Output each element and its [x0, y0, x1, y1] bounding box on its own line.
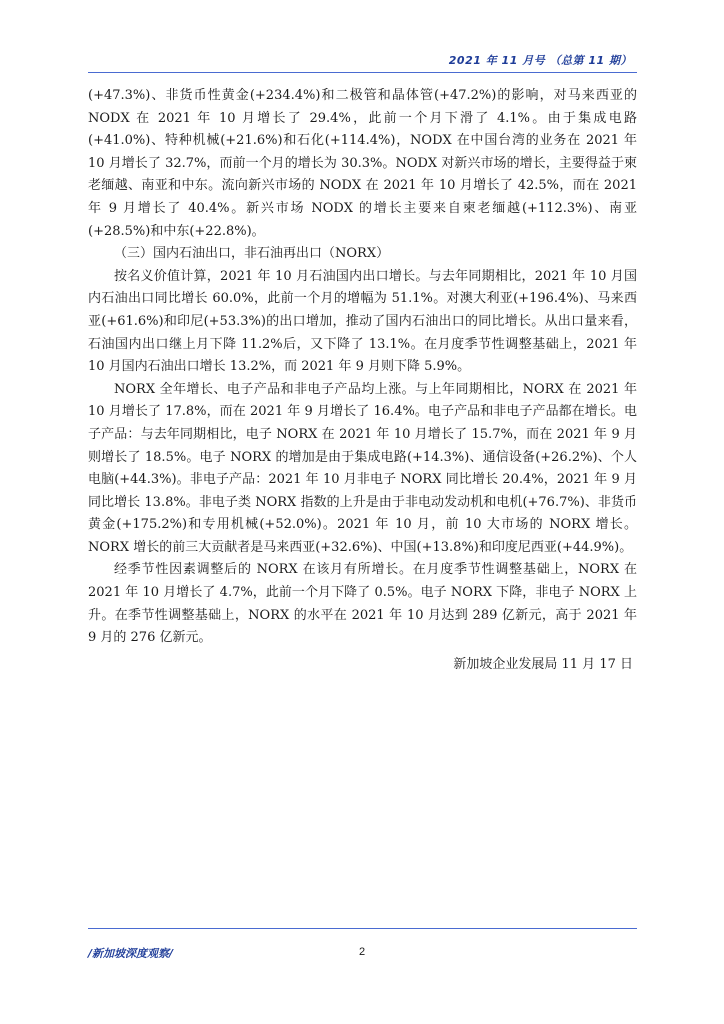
paragraph-oil-exports: 按名义价值计算，2021 年 10 月石油国内出口增长。与去年同期相比，2021 年 10 月国内石油出口同比增长 60.0%，此前一个月的增幅为 51.1%。对澳大利亚(+196.4%)、马来西亚(+61.6%)和印尼(+53.3%)的出口增加，推动了国内石油出口的同比增长。从出口量来看，石油国内出口继上月下降 11.2%后，又下降了 13.1%。在月度季节性调整基础上，2021 年 10 月国内石油出口增长 13.2%，而 2021 年 9 月则下降 5.9%。 — [88, 268, 637, 375]
paragraph-norx-seasonal: 经季节性因素调整后的 NORX 在该月有所增长。在月度季节性调整基础上，NORX 在 2021 年 10 月增长了 4.7%，此前一个月下降了 0.5%。电子 NORX 下降，非电子 NORX 上升。在季节性调整基础上，NORX 的水平在 2021 年 10 月达到 289 亿新元，高于 2021 年 9 月的 276 亿新元。 — [88, 562, 637, 646]
footer-divider — [88, 928, 637, 929]
signature: 新加坡企业发展局 11 月 17 日 — [453, 656, 633, 672]
publication-name: /新加坡深度观察/ — [88, 947, 174, 960]
header-divider — [88, 72, 637, 73]
paragraph-norx-growth: NORX 全年增长、电子产品和非电子产品均上涨。与上年同期相比，NORX 在 2021 年 10 月增长了 17.8%，而在 2021 年 9 月增长了 16.4%。电子产品和非电子产品都在增长。电子产品：与去年同期相比，电子 NORX 在 2021 年 10 月增长了 15.7%，而在 2021 年 9 月则增长了 18.5%。电子 NORX 的增加是由于集成电路(+14.3%)、通信设备(+26.2%)、个人电脑(+44.3%)。非电子产品：2021 年 10 月非电子 NORX 同比增长 20.4%，2021 年 9 月同比增长 13.8%。非电子类 NORX 指数的上升是由于非电动发动机和电机(+76.7%)、非货币黄金(+175.2%)和专用机械(+52.0%)。2021 年 10 月，前 10 大市场的 NORX 增长。NORX 增长的前三大贡献者是马来西亚(+32.6%)、中国(+13.8%)和印度尼西亚(+44.9%)。 — [88, 381, 637, 555]
page-number: 2 — [358, 946, 366, 958]
paragraph-nodx-markets: (+47.3%)、非货币性黄金(+234.4%)和二极管和晶体管(+47.2%)的影响，对马来西亚的 NODX 在 2021 年 10 月增长了 29.4%，此前一个月下滑了 4.1%。由于集成电路(+41.0%)、特种机械(+21.6%)和石化(+114.4%)，NODX 在中国台湾的业务在 2021 年 10 月增长了 32.7%，而前一个月的增长为 30.3%。NODX 对新兴市场的增长，主要得益于柬老缅越、南亚和中东。流向新兴市场的 NODX 在 2021 年 10 月增长了 42.5%，而在 2021 年 9 月增长了 40.4%。新兴市场 NODX 的增长主要来自柬老缅越(+112.3%)、南亚(+28.5%)和中东(+22.8%)。 — [88, 88, 637, 239]
article-body — [88, 85, 637, 676]
section-title-norx: （三）国内石油出口，非石油再出口（NORX） — [114, 246, 390, 262]
issue-header: 2021 年 11 月号 （总第 11 期） — [448, 54, 632, 67]
